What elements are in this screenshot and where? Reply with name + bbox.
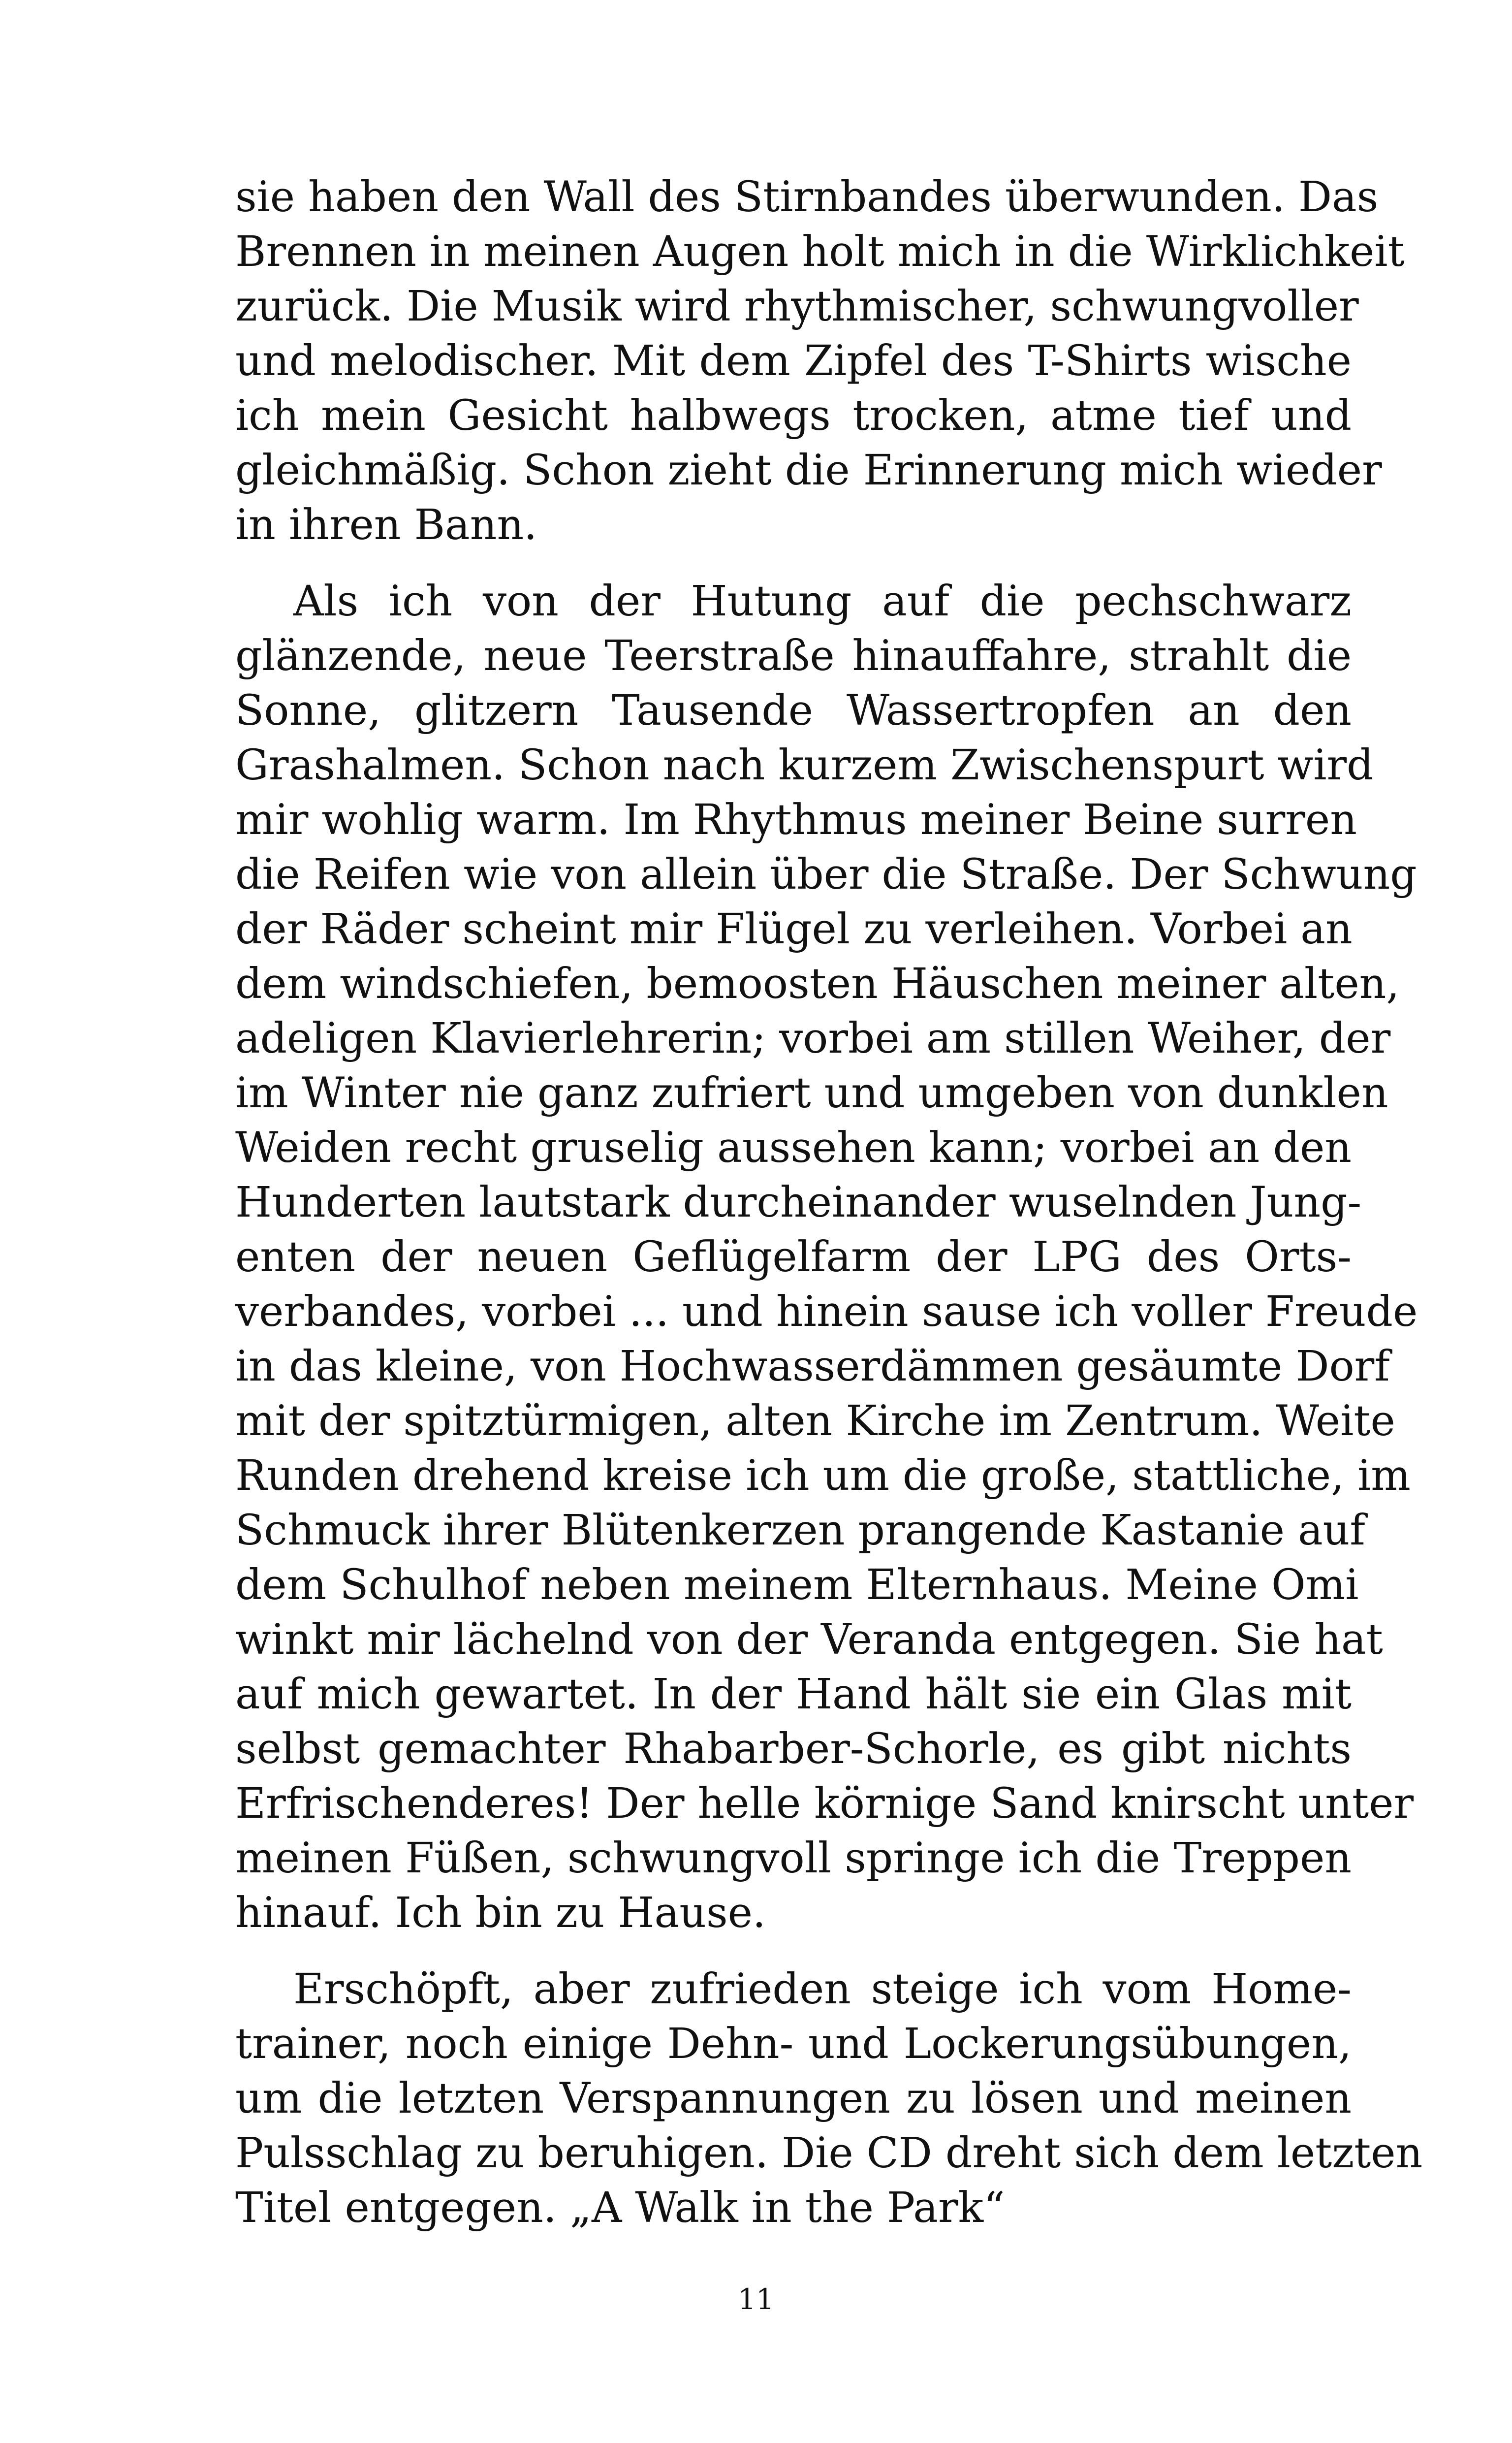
text-line: ich mein Gesicht halbwegs trocken, atme tief und: [235, 391, 1352, 440]
text-line: adeligen Klavierlehrerin; vorbei am stillen Weiher, der: [235, 1014, 1391, 1063]
text-line: sie haben den Wall des Stirnbandes überwunden. Das: [235, 173, 1379, 222]
text-line: winkt mir lächelnd von der Veranda entgegen. Sie hat: [235, 1615, 1383, 1664]
text-line: um die letzten Verspannungen zu lösen und meinen: [235, 2074, 1352, 2123]
text-line: und melodischer. Mit dem Zipfel des T-Shirts wische: [235, 337, 1352, 386]
text-line: zurück. Die Musik wird rhythmischer, schwungvoller: [235, 282, 1359, 331]
paragraph-3: [235, 1962, 1423, 2235]
text-line: Weiden recht gruselig aussehen kann; vorbei an den: [235, 1124, 1352, 1172]
text-line: Sonne, glitzern Tausende Wassertropfen an den: [235, 686, 1352, 735]
text-line: enten der neuen Geflügelfarm der LPG des Orts-: [235, 1233, 1352, 1282]
text-line: Als ich von der Hutung auf die pechschwarz: [293, 577, 1352, 626]
text-line: Brennen in meinen Augen holt mich in die Wirklichkeit: [235, 227, 1405, 276]
text-line: mir wohlig warm. Im Rhythmus meiner Beine surren: [235, 796, 1357, 844]
text-line: Runden drehend kreise ich um die große, stattliche, im: [235, 1451, 1411, 1500]
text-line: gleichmäßig. Schon zieht die Erinnerung mich wieder: [235, 446, 1382, 495]
text-line: in ihren Bann.: [235, 501, 537, 549]
page-number: 11: [738, 2282, 774, 2316]
text-line: Titel entgegen. „A Walk in the Park“: [235, 2184, 1005, 2232]
body-text: [235, 170, 1423, 2235]
text-line: Erschöpft, aber zufrieden steige ich vom Home-: [293, 1965, 1352, 2014]
text-line: verbandes, vorbei ... und hinein sause ich voller Freude: [235, 1287, 1418, 1336]
text-line: Grashalmen. Schon nach kurzem Zwischenspurt wird: [235, 741, 1374, 790]
text-line: der Räder scheint mir Flügel zu verleihen. Vorbei an: [235, 905, 1353, 954]
paragraph-2: [235, 574, 1418, 1940]
text-line: hinauf. Ich bin zu Hause.: [235, 1889, 766, 1937]
text-line: mit der spitztürmigen, alten Kirche im Zentrum. Weite: [235, 1397, 1395, 1446]
text-line: Erfrischenderes! Der helle körnige Sand knirscht unter: [235, 1779, 1414, 1828]
text-line: Pulsschlag zu beruhigen. Die CD dreht sich dem letzten: [235, 2129, 1423, 2178]
text-line: im Winter nie ganz zufriert und umgeben von dunklen: [235, 1069, 1388, 1118]
text-line: glänzende, neue Teerstraße hinauffahre, strahlt die: [235, 632, 1352, 680]
text-line: die Reifen wie von allein über die Straße. Der Schwung: [235, 850, 1417, 899]
text-line: auf mich gewartet. In der Hand hält sie ein Glas mit: [235, 1670, 1352, 1719]
text-line: dem Schulhof neben meinem Elternhaus. Meine Omi: [235, 1561, 1359, 1609]
text-line: Schmuck ihrer Blütenkerzen prangende Kastanie auf: [235, 1506, 1365, 1555]
text-line: meinen Füßen, schwungvoll springe ich die Treppen: [235, 1834, 1352, 1883]
paragraph-1: [235, 170, 1405, 552]
text-line: selbst gemachter Rhabarber-Schorle, es gibt nichts: [235, 1725, 1352, 1773]
text-line: in das kleine, von Hochwasserdämmen gesäumte Dorf: [235, 1342, 1390, 1391]
text-line: Hunderten lautstark durcheinander wuselnden Jung-: [235, 1178, 1362, 1227]
text-line: trainer, noch einige Dehn- und Lockerungsübungen,: [235, 2020, 1352, 2068]
text-line: dem windschiefen, bemoosten Häuschen meiner alten,: [235, 960, 1400, 1008]
